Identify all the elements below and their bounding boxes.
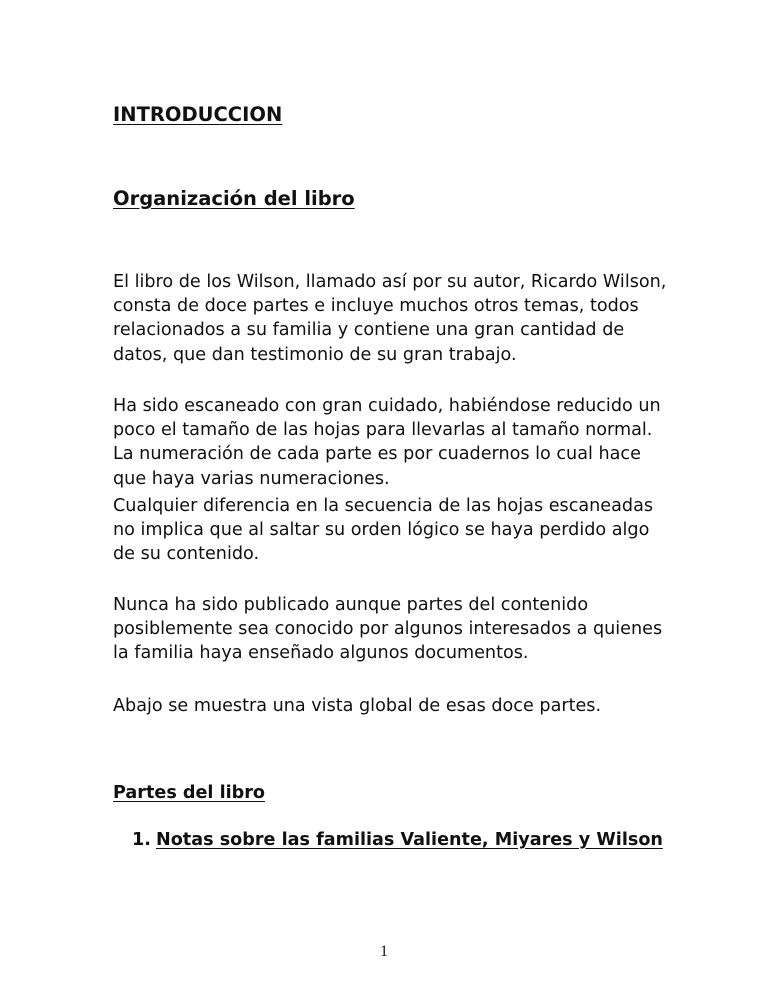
section-heading: Organización del libro (113, 187, 355, 210)
paragraph-5: Abajo se muestra una vista global de esas doce partes. (113, 696, 602, 716)
parts-heading: Partes del libro (113, 783, 266, 803)
document-title: INTRODUCCION (113, 103, 283, 126)
paragraph-1: El libro de los Wilson, llamado así por su autor, Ricardo Wilson, consta de doce partes e incluye muchos otros temas, todos relacionados a su familia y contiene una gran cantidad de datos, que dan testimonio de su gran trabajo. (113, 272, 667, 365)
paragraph-3: Cualquier diferencia en la secuencia de las hojas escaneadas no implica que al saltar su orden lógico se haya perdido algo de su contenido. (113, 496, 654, 565)
list-item-label: Notas sobre las familias Valiente, Miyares y Wilson (156, 830, 663, 850)
paragraph-4: Nunca ha sido publicado aunque partes del contenido posiblemente sea conocido por algunos interesados a quienes la familia haya enseñado algunos documentos. (113, 595, 663, 664)
paragraph-2: Ha sido escaneado con gran cuidado, habiéndose reducido un poco el tamaño de las hojas para llevarlas al tamaño normal. La numeración de cada parte es por cuadernos lo cual hace que haya varias numeraciones. (113, 396, 661, 489)
list-item-number: 1. (132, 830, 151, 850)
list-item (132, 830, 663, 850)
page-number: 1 (380, 943, 388, 960)
